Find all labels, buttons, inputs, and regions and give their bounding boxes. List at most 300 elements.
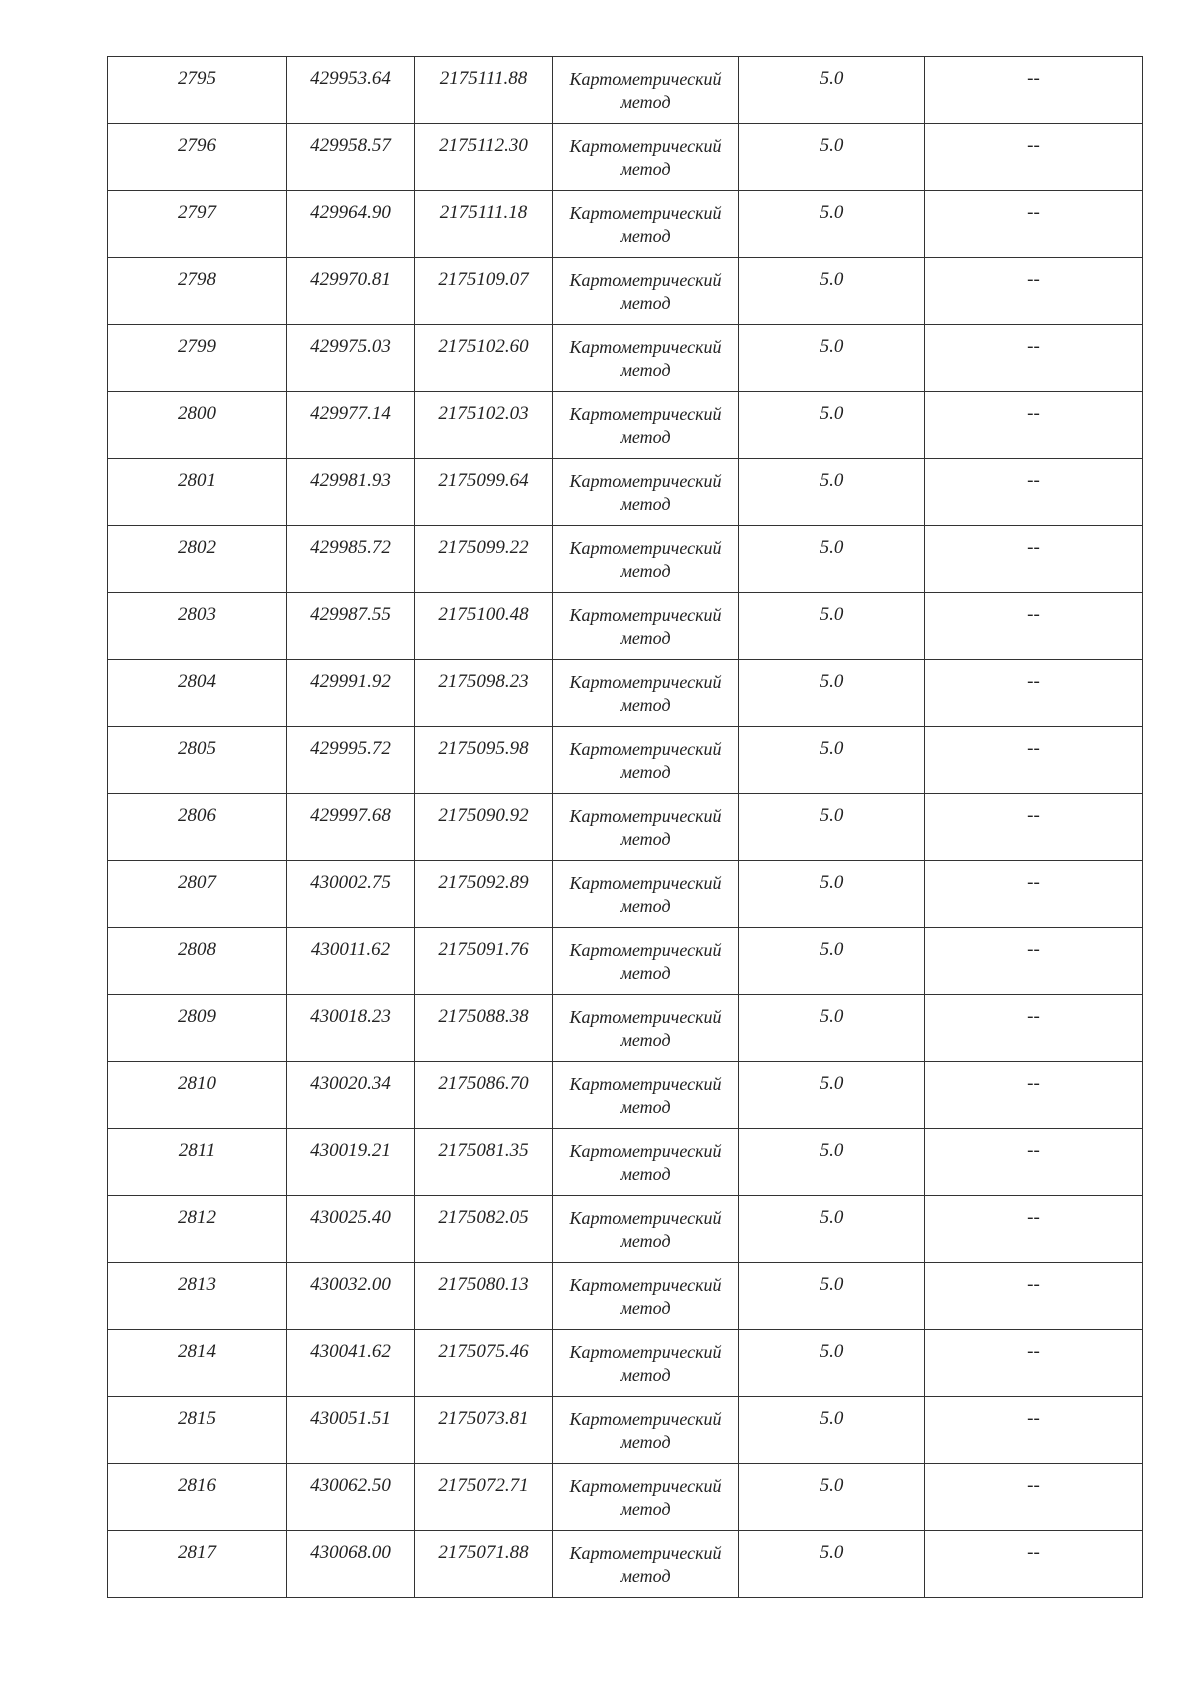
description-cell-text: --	[1027, 1073, 1040, 1094]
x-coordinate-cell-text: 430068.00	[310, 1542, 391, 1563]
y-coordinate-cell	[415, 660, 553, 727]
x-coordinate-cell	[287, 1397, 415, 1464]
method-cell	[553, 593, 739, 660]
point-number-cell	[108, 1330, 287, 1397]
coordinates-table	[107, 56, 1143, 1598]
description-cell	[925, 1129, 1143, 1196]
x-coordinate-cell-text: 430025.40	[310, 1207, 391, 1228]
accuracy-cell	[739, 1397, 925, 1464]
method-cell	[553, 1464, 739, 1531]
point-number-cell	[108, 1263, 287, 1330]
point-number-cell	[108, 794, 287, 861]
x-coordinate-cell-text: 430051.51	[310, 1408, 391, 1429]
x-coordinate-cell-text: 429958.57	[310, 135, 391, 156]
point-number-cell-text: 2814	[178, 1341, 216, 1362]
method-cell	[553, 325, 739, 392]
description-cell-text: --	[1027, 68, 1040, 89]
method-cell-text: Картометрический метод	[569, 1275, 722, 1318]
description-cell	[925, 660, 1143, 727]
x-coordinate-cell-text: 430011.62	[310, 939, 391, 960]
x-coordinate-cell	[287, 1196, 415, 1263]
method-cell	[553, 861, 739, 928]
accuracy-cell-text: 5.0	[819, 1475, 844, 1496]
method-cell	[553, 727, 739, 794]
y-coordinate-cell	[415, 861, 553, 928]
point-number-cell	[108, 459, 287, 526]
accuracy-cell	[739, 1330, 925, 1397]
table-row	[108, 57, 1143, 124]
accuracy-cell-text: 5.0	[819, 1140, 844, 1161]
y-coordinate-cell-text: 2175088.38	[438, 1006, 529, 1027]
description-cell	[925, 526, 1143, 593]
accuracy-cell	[739, 727, 925, 794]
method-cell	[553, 995, 739, 1062]
point-number-cell	[108, 57, 287, 124]
description-cell	[925, 57, 1143, 124]
point-number-cell	[108, 1397, 287, 1464]
point-number-cell	[108, 191, 287, 258]
x-coordinate-cell-text: 430062.50	[310, 1475, 391, 1496]
accuracy-cell	[739, 191, 925, 258]
y-coordinate-cell	[415, 928, 553, 995]
y-coordinate-cell-text: 2175111.18	[439, 202, 528, 223]
accuracy-cell	[739, 459, 925, 526]
x-coordinate-cell	[287, 1129, 415, 1196]
method-cell	[553, 57, 739, 124]
description-cell-text: --	[1027, 269, 1040, 290]
point-number-cell-text: 2811	[178, 1140, 216, 1161]
y-coordinate-cell-text: 2175086.70	[438, 1073, 529, 1094]
accuracy-cell-text: 5.0	[819, 805, 844, 826]
description-cell	[925, 1531, 1143, 1598]
x-coordinate-cell	[287, 258, 415, 325]
y-coordinate-cell-text: 2175071.88	[438, 1542, 529, 1563]
point-number-cell-text: 2806	[178, 805, 216, 826]
y-coordinate-cell	[415, 727, 553, 794]
description-cell-text: --	[1027, 604, 1040, 625]
y-coordinate-cell	[415, 325, 553, 392]
point-number-cell	[108, 660, 287, 727]
point-number-cell-text: 2809	[178, 1006, 216, 1027]
x-coordinate-cell	[287, 794, 415, 861]
description-cell-text: --	[1027, 202, 1040, 223]
y-coordinate-cell-text: 2175109.07	[438, 269, 529, 290]
table-row	[108, 1062, 1143, 1129]
description-cell-text: --	[1027, 872, 1040, 893]
y-coordinate-cell	[415, 57, 553, 124]
x-coordinate-cell	[287, 995, 415, 1062]
description-cell-text: --	[1027, 1408, 1040, 1429]
y-coordinate-cell-text: 2175112.30	[439, 135, 528, 156]
table-row	[108, 124, 1143, 191]
point-number-cell-text: 2802	[178, 537, 216, 558]
table-row	[108, 526, 1143, 593]
description-cell-text: --	[1027, 671, 1040, 692]
description-cell-text: --	[1027, 470, 1040, 491]
point-number-cell-text: 2810	[178, 1073, 216, 1094]
method-cell-text: Картометрический метод	[569, 1208, 722, 1251]
method-cell	[553, 1062, 739, 1129]
point-number-cell	[108, 1196, 287, 1263]
description-cell	[925, 995, 1143, 1062]
description-cell	[925, 1330, 1143, 1397]
description-cell	[925, 794, 1143, 861]
table-row	[108, 593, 1143, 660]
y-coordinate-cell-text: 2175098.23	[438, 671, 529, 692]
method-cell	[553, 526, 739, 593]
y-coordinate-cell-text: 2175080.13	[438, 1274, 529, 1295]
y-coordinate-cell	[415, 1330, 553, 1397]
x-coordinate-cell-text: 429970.81	[310, 269, 391, 290]
point-number-cell-text: 2800	[178, 403, 216, 424]
description-cell	[925, 1263, 1143, 1330]
y-coordinate-cell-text: 2175100.48	[438, 604, 529, 625]
accuracy-cell-text: 5.0	[819, 1274, 844, 1295]
y-coordinate-cell-text: 2175111.88	[439, 68, 528, 89]
accuracy-cell	[739, 794, 925, 861]
x-coordinate-cell	[287, 459, 415, 526]
method-cell	[553, 1196, 739, 1263]
description-cell	[925, 1196, 1143, 1263]
coordinates-table-body	[108, 57, 1143, 1598]
point-number-cell	[108, 995, 287, 1062]
y-coordinate-cell-text: 2175095.98	[438, 738, 529, 759]
x-coordinate-cell	[287, 526, 415, 593]
accuracy-cell	[739, 1129, 925, 1196]
method-cell-text: Картометрический метод	[569, 270, 722, 313]
point-number-cell-text: 2812	[178, 1207, 216, 1228]
point-number-cell	[108, 325, 287, 392]
method-cell	[553, 1263, 739, 1330]
accuracy-cell-text: 5.0	[819, 1408, 844, 1429]
point-number-cell-text: 2817	[178, 1542, 216, 1563]
accuracy-cell-text: 5.0	[819, 202, 844, 223]
table-row	[108, 727, 1143, 794]
table-row	[108, 995, 1143, 1062]
y-coordinate-cell	[415, 1531, 553, 1598]
x-coordinate-cell	[287, 593, 415, 660]
accuracy-cell-text: 5.0	[819, 939, 844, 960]
y-coordinate-cell-text: 2175091.76	[438, 939, 529, 960]
point-number-cell-text: 2816	[178, 1475, 216, 1496]
table-row	[108, 459, 1143, 526]
table-row	[108, 794, 1143, 861]
accuracy-cell-text: 5.0	[819, 604, 844, 625]
x-coordinate-cell-text: 429977.14	[310, 403, 391, 424]
x-coordinate-cell-text: 429995.72	[310, 738, 391, 759]
method-cell	[553, 459, 739, 526]
y-coordinate-cell-text: 2175102.60	[438, 336, 529, 357]
accuracy-cell-text: 5.0	[819, 671, 844, 692]
x-coordinate-cell-text: 430002.75	[310, 872, 391, 893]
accuracy-cell	[739, 1062, 925, 1129]
x-coordinate-cell-text: 429964.90	[310, 202, 391, 223]
y-coordinate-cell	[415, 191, 553, 258]
y-coordinate-cell	[415, 995, 553, 1062]
point-number-cell-text: 2795	[178, 68, 216, 89]
description-cell-text: --	[1027, 336, 1040, 357]
method-cell-text: Картометрический метод	[569, 605, 722, 648]
point-number-cell-text: 2815	[178, 1408, 216, 1429]
method-cell-text: Картометрический метод	[569, 873, 722, 916]
accuracy-cell-text: 5.0	[819, 1006, 844, 1027]
x-coordinate-cell-text: 429991.92	[310, 671, 391, 692]
x-coordinate-cell	[287, 325, 415, 392]
x-coordinate-cell-text: 429953.64	[310, 68, 391, 89]
x-coordinate-cell	[287, 861, 415, 928]
accuracy-cell	[739, 928, 925, 995]
method-cell-text: Картометрический метод	[569, 337, 722, 380]
point-number-cell-text: 2805	[178, 738, 216, 759]
x-coordinate-cell	[287, 928, 415, 995]
point-number-cell	[108, 258, 287, 325]
description-cell	[925, 325, 1143, 392]
x-coordinate-cell-text: 429997.68	[310, 805, 391, 826]
point-number-cell	[108, 1531, 287, 1598]
method-cell-text: Картометрический метод	[569, 203, 722, 246]
y-coordinate-cell-text: 2175081.35	[438, 1140, 529, 1161]
description-cell	[925, 861, 1143, 928]
accuracy-cell	[739, 392, 925, 459]
description-cell-text: --	[1027, 738, 1040, 759]
method-cell-text: Картометрический метод	[569, 1543, 722, 1586]
point-number-cell	[108, 928, 287, 995]
description-cell	[925, 1062, 1143, 1129]
y-coordinate-cell-text: 2175099.22	[438, 537, 529, 558]
x-coordinate-cell-text: 430020.34	[310, 1073, 391, 1094]
description-cell-text: --	[1027, 1140, 1040, 1161]
method-cell-text: Картометрический метод	[569, 672, 722, 715]
y-coordinate-cell	[415, 459, 553, 526]
description-cell-text: --	[1027, 1274, 1040, 1295]
x-coordinate-cell	[287, 1062, 415, 1129]
x-coordinate-cell-text: 430032.00	[310, 1274, 391, 1295]
x-coordinate-cell	[287, 1464, 415, 1531]
method-cell	[553, 1531, 739, 1598]
description-cell	[925, 1397, 1143, 1464]
accuracy-cell-text: 5.0	[819, 336, 844, 357]
y-coordinate-cell	[415, 593, 553, 660]
x-coordinate-cell	[287, 57, 415, 124]
method-cell	[553, 794, 739, 861]
point-number-cell	[108, 727, 287, 794]
y-coordinate-cell	[415, 124, 553, 191]
method-cell	[553, 258, 739, 325]
accuracy-cell	[739, 57, 925, 124]
description-cell-text: --	[1027, 135, 1040, 156]
point-number-cell-text: 2813	[178, 1274, 216, 1295]
point-number-cell	[108, 124, 287, 191]
method-cell	[553, 660, 739, 727]
table-row	[108, 191, 1143, 258]
method-cell-text: Картометрический метод	[569, 538, 722, 581]
x-coordinate-cell	[287, 392, 415, 459]
x-coordinate-cell-text: 430019.21	[310, 1140, 391, 1161]
accuracy-cell-text: 5.0	[819, 1073, 844, 1094]
description-cell	[925, 727, 1143, 794]
x-coordinate-cell	[287, 1330, 415, 1397]
point-number-cell-text: 2796	[178, 135, 216, 156]
method-cell	[553, 1129, 739, 1196]
point-number-cell-text: 2804	[178, 671, 216, 692]
point-number-cell	[108, 392, 287, 459]
point-number-cell-text: 2803	[178, 604, 216, 625]
method-cell	[553, 1397, 739, 1464]
accuracy-cell	[739, 660, 925, 727]
table-row	[108, 660, 1143, 727]
accuracy-cell-text: 5.0	[819, 135, 844, 156]
method-cell-text: Картометрический метод	[569, 739, 722, 782]
method-cell-text: Картометрический метод	[569, 1007, 722, 1050]
accuracy-cell-text: 5.0	[819, 738, 844, 759]
y-coordinate-cell	[415, 1062, 553, 1129]
method-cell	[553, 392, 739, 459]
x-coordinate-cell	[287, 660, 415, 727]
y-coordinate-cell	[415, 258, 553, 325]
accuracy-cell-text: 5.0	[819, 872, 844, 893]
x-coordinate-cell-text: 430018.23	[310, 1006, 391, 1027]
x-coordinate-cell-text: 429975.03	[310, 336, 391, 357]
description-cell-text: --	[1027, 1542, 1040, 1563]
y-coordinate-cell-text: 2175090.92	[438, 805, 529, 826]
description-cell	[925, 928, 1143, 995]
accuracy-cell	[739, 593, 925, 660]
y-coordinate-cell-text: 2175075.46	[438, 1341, 529, 1362]
x-coordinate-cell-text: 429981.93	[310, 470, 391, 491]
table-row	[108, 1397, 1143, 1464]
accuracy-cell-text: 5.0	[819, 1207, 844, 1228]
y-coordinate-cell	[415, 1129, 553, 1196]
accuracy-cell-text: 5.0	[819, 269, 844, 290]
accuracy-cell-text: 5.0	[819, 403, 844, 424]
method-cell-text: Картометрический метод	[569, 806, 722, 849]
point-number-cell	[108, 1062, 287, 1129]
method-cell	[553, 124, 739, 191]
y-coordinate-cell	[415, 526, 553, 593]
x-coordinate-cell-text: 429987.55	[310, 604, 391, 625]
x-coordinate-cell	[287, 124, 415, 191]
y-coordinate-cell-text: 2175099.64	[438, 470, 529, 491]
point-number-cell-text: 2807	[178, 872, 216, 893]
x-coordinate-cell	[287, 1531, 415, 1598]
description-cell-text: --	[1027, 1006, 1040, 1027]
method-cell-text: Картометрический метод	[569, 1342, 722, 1385]
accuracy-cell	[739, 1263, 925, 1330]
method-cell	[553, 191, 739, 258]
accuracy-cell-text: 5.0	[819, 1341, 844, 1362]
point-number-cell-text: 2808	[178, 939, 216, 960]
method-cell-text: Картометрический метод	[569, 1141, 722, 1184]
table-row	[108, 1263, 1143, 1330]
x-coordinate-cell-text: 429985.72	[310, 537, 391, 558]
description-cell-text: --	[1027, 939, 1040, 960]
method-cell-text: Картометрический метод	[569, 136, 722, 179]
method-cell-text: Картометрический метод	[569, 1476, 722, 1519]
x-coordinate-cell	[287, 191, 415, 258]
point-number-cell	[108, 526, 287, 593]
y-coordinate-cell-text: 2175092.89	[438, 872, 529, 893]
table-row	[108, 392, 1143, 459]
method-cell-text: Картометрический метод	[569, 1074, 722, 1117]
y-coordinate-cell	[415, 1464, 553, 1531]
y-coordinate-cell-text: 2175072.71	[438, 1475, 529, 1496]
point-number-cell-text: 2801	[178, 470, 216, 491]
x-coordinate-cell-text: 430041.62	[310, 1341, 391, 1362]
accuracy-cell	[739, 861, 925, 928]
point-number-cell	[108, 861, 287, 928]
accuracy-cell	[739, 325, 925, 392]
table-row	[108, 1196, 1143, 1263]
table-row	[108, 1129, 1143, 1196]
description-cell	[925, 1464, 1143, 1531]
x-coordinate-cell	[287, 1263, 415, 1330]
method-cell-text: Картометрический метод	[569, 404, 722, 447]
table-row	[108, 258, 1143, 325]
accuracy-cell	[739, 1196, 925, 1263]
y-coordinate-cell	[415, 392, 553, 459]
y-coordinate-cell	[415, 1397, 553, 1464]
description-cell-text: --	[1027, 1207, 1040, 1228]
description-cell	[925, 124, 1143, 191]
method-cell	[553, 928, 739, 995]
table-row	[108, 1464, 1143, 1531]
method-cell-text: Картометрический метод	[569, 471, 722, 514]
accuracy-cell	[739, 1531, 925, 1598]
accuracy-cell	[739, 258, 925, 325]
description-cell-text: --	[1027, 537, 1040, 558]
point-number-cell	[108, 1129, 287, 1196]
description-cell	[925, 459, 1143, 526]
method-cell-text: Картометрический метод	[569, 940, 722, 983]
method-cell-text: Картометрический метод	[569, 69, 722, 112]
accuracy-cell	[739, 124, 925, 191]
description-cell-text: --	[1027, 1475, 1040, 1496]
y-coordinate-cell	[415, 794, 553, 861]
description-cell	[925, 593, 1143, 660]
table-row	[108, 1330, 1143, 1397]
point-number-cell-text: 2797	[178, 202, 216, 223]
description-cell	[925, 191, 1143, 258]
description-cell	[925, 392, 1143, 459]
accuracy-cell-text: 5.0	[819, 68, 844, 89]
description-cell-text: --	[1027, 1341, 1040, 1362]
table-row	[108, 325, 1143, 392]
description-cell-text: --	[1027, 805, 1040, 826]
accuracy-cell-text: 5.0	[819, 537, 844, 558]
method-cell-text: Картометрический метод	[569, 1409, 722, 1452]
table-row	[108, 928, 1143, 995]
table-row	[108, 1531, 1143, 1598]
point-number-cell	[108, 593, 287, 660]
accuracy-cell-text: 5.0	[819, 1542, 844, 1563]
point-number-cell-text: 2799	[178, 336, 216, 357]
description-cell	[925, 258, 1143, 325]
y-coordinate-cell	[415, 1196, 553, 1263]
method-cell	[553, 1330, 739, 1397]
description-cell-text: --	[1027, 403, 1040, 424]
x-coordinate-cell	[287, 727, 415, 794]
accuracy-cell	[739, 526, 925, 593]
accuracy-cell-text: 5.0	[819, 470, 844, 491]
point-number-cell-text: 2798	[178, 269, 216, 290]
point-number-cell	[108, 1464, 287, 1531]
accuracy-cell	[739, 995, 925, 1062]
y-coordinate-cell-text: 2175073.81	[438, 1408, 529, 1429]
accuracy-cell	[739, 1464, 925, 1531]
y-coordinate-cell-text: 2175082.05	[438, 1207, 529, 1228]
y-coordinate-cell-text: 2175102.03	[438, 403, 529, 424]
table-row	[108, 861, 1143, 928]
